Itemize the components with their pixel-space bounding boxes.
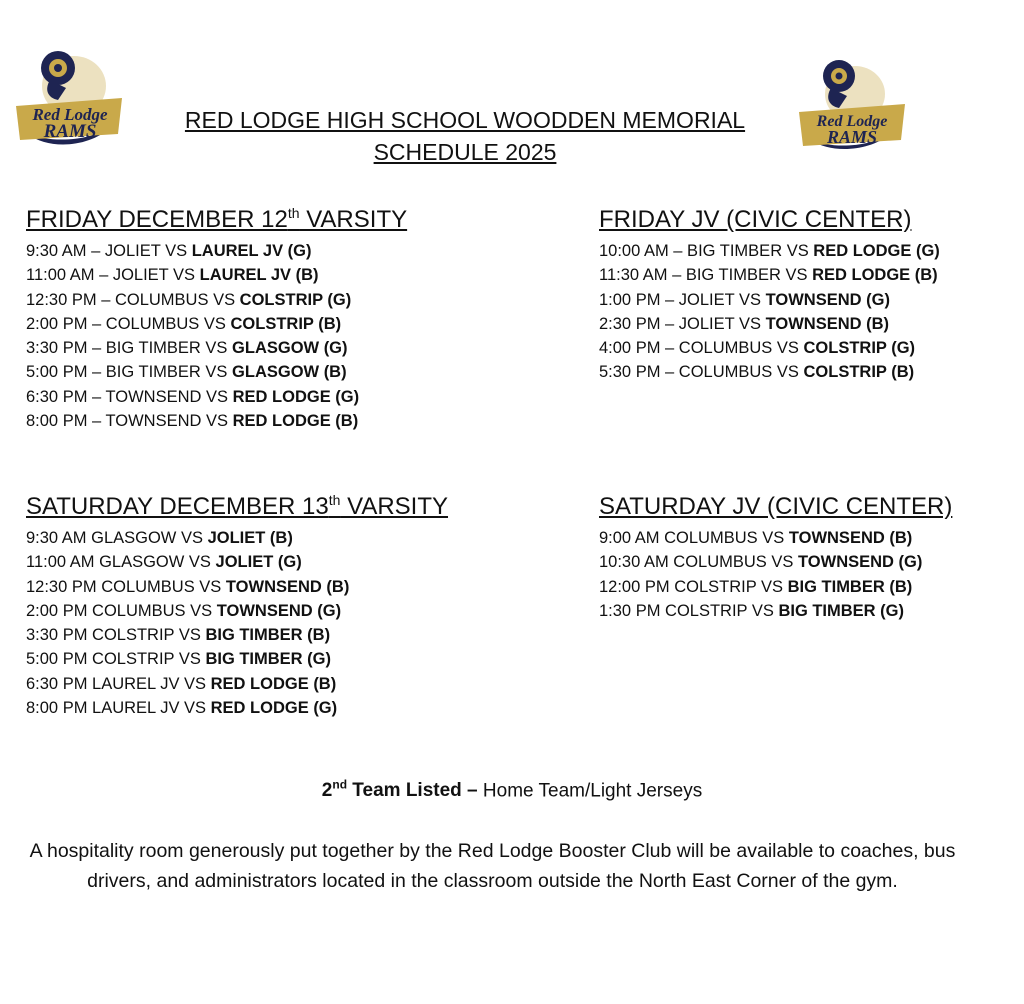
heading-text: FRIDAY JV (CIVIC CENTER)	[599, 206, 912, 233]
home-team: TOWNSEND (G)	[798, 553, 923, 572]
svg-text:RAMS: RAMS	[826, 127, 878, 147]
game-time-away-team: 12:30 PM – COLUMBUS VS	[26, 290, 240, 309]
game-time-away-team: 9:30 AM GLASGOW VS	[26, 529, 208, 547]
note-number: 2	[321, 780, 333, 802]
svg-text:RAMS: RAMS	[43, 121, 97, 142]
game-time-away-team: 11:00 AM – JOLIET VS	[26, 266, 200, 285]
game-time-away-team: 12:30 PM COLUMBUS VS	[26, 577, 226, 596]
game-row	[599, 550, 952, 574]
game-time-away-team: 5:00 PM – BIG TIMBER VS	[26, 363, 233, 382]
home-team: TOWNSEND (B)	[225, 577, 350, 596]
note-ordinal: nd	[332, 778, 348, 792]
heading-text: FRIDAY DECEMBER 12	[26, 206, 288, 233]
game-row	[26, 263, 407, 287]
home-team: LAUREL JV (B)	[199, 266, 319, 285]
game-row	[26, 409, 407, 433]
heading-suffix: VARSITY	[340, 493, 449, 520]
rams-logo-left	[12, 48, 132, 158]
game-time-away-team: 11:30 AM – BIG TIMBER VS	[599, 266, 813, 285]
note-bold: Team Listed –	[347, 780, 478, 802]
game-row	[599, 526, 952, 550]
game-row	[599, 336, 940, 360]
home-team: RED LODGE (G)	[210, 699, 338, 718]
game-row	[26, 288, 407, 312]
game-row	[599, 575, 952, 599]
home-team: RED LODGE (B)	[210, 674, 337, 693]
game-time-away-team: 9:00 AM COLUMBUS VS	[599, 529, 789, 547]
home-team: RED LODGE (G)	[813, 242, 940, 260]
game-row	[599, 312, 940, 336]
title-line-1: RED LODGE HIGH SCHOOL WOODDEN MEMORIAL	[184, 107, 746, 133]
section-friday-varsity	[26, 205, 407, 433]
game-row	[599, 288, 940, 312]
home-team: BIG TIMBER (G)	[205, 650, 332, 669]
game-time-away-team: 12:00 PM COLSTRIP VS	[599, 577, 788, 596]
section-heading	[599, 205, 940, 235]
home-team: RED LODGE (B)	[232, 412, 359, 431]
title-line-2: SCHEDULE 2025	[373, 139, 557, 165]
home-team: GLASGOW (G)	[232, 339, 348, 358]
game-time-away-team: 8:00 PM – TOWNSEND VS	[26, 412, 233, 431]
game-time-away-team: 3:30 PM COLSTRIP VS	[26, 626, 206, 645]
game-time-away-team: 3:30 PM – BIG TIMBER VS	[26, 339, 233, 358]
svg-text:Red Lodge: Red Lodge	[32, 105, 108, 124]
home-team: RED LODGE (B)	[812, 266, 938, 285]
home-team: COLSTRIP (G)	[239, 290, 352, 309]
game-time-away-team: 10:00 AM – BIG TIMBER VS	[599, 242, 814, 260]
home-team: RED LODGE (G)	[232, 387, 360, 406]
section-heading	[599, 492, 952, 522]
game-time-away-team: 5:00 PM COLSTRIP VS	[26, 650, 206, 669]
game-row	[26, 672, 448, 696]
home-team: BIG TIMBER (G)	[778, 601, 905, 620]
game-time-away-team: 11:00 AM GLASGOW VS	[26, 553, 216, 572]
svg-text:Red Lodge: Red Lodge	[816, 113, 888, 130]
game-row	[26, 312, 407, 336]
game-row	[26, 336, 407, 360]
game-row	[26, 599, 448, 623]
game-time-away-team: 6:30 PM – TOWNSEND VS	[26, 387, 233, 406]
page-title	[150, 104, 780, 168]
section-saturday-varsity	[26, 492, 448, 720]
game-row	[26, 360, 407, 384]
game-row	[599, 239, 940, 263]
heading-suffix: VARSITY	[299, 206, 408, 233]
game-row	[26, 526, 448, 550]
game-row	[26, 550, 448, 574]
game-row	[599, 599, 952, 623]
game-time-away-team: 2:00 PM – COLUMBUS VS	[26, 314, 231, 333]
game-time-away-team: 8:00 PM LAUREL JV VS	[26, 699, 211, 718]
game-row	[599, 263, 940, 287]
heading-text: SATURDAY JV (CIVIC CENTER)	[599, 493, 953, 520]
game-row	[26, 239, 407, 263]
game-row	[26, 647, 448, 671]
section-heading	[26, 205, 407, 235]
game-time-away-team: 10:30 AM COLUMBUS VS	[599, 553, 798, 572]
home-team-note	[0, 778, 1024, 802]
section-heading	[26, 492, 448, 522]
game-time-away-team: 4:00 PM – COLUMBUS VS	[599, 339, 804, 358]
home-team: COLSTRIP (G)	[803, 339, 916, 358]
home-team: COLSTRIP (B)	[230, 314, 342, 333]
game-time-away-team: 6:30 PM LAUREL JV VS	[26, 674, 211, 693]
home-team: JOLIET (B)	[207, 529, 293, 547]
home-team: TOWNSEND (G)	[216, 601, 342, 620]
home-team: BIG TIMBER (B)	[787, 577, 913, 596]
home-team: COLSTRIP (B)	[803, 363, 915, 382]
game-time-away-team: 2:00 PM COLUMBUS VS	[26, 601, 217, 620]
game-row	[26, 385, 407, 409]
game-time-away-team: 1:00 PM – JOLIET VS	[599, 290, 766, 309]
home-team: LAUREL JV (G)	[191, 242, 312, 260]
game-time-away-team: 9:30 AM – JOLIET VS	[26, 242, 192, 260]
heading-text: SATURDAY DECEMBER 13	[26, 493, 329, 520]
game-time-away-team: 2:30 PM – JOLIET VS	[599, 314, 766, 333]
game-row	[26, 575, 448, 599]
home-team: GLASGOW (B)	[232, 363, 347, 382]
home-team: BIG TIMBER (B)	[205, 626, 331, 645]
game-time-away-team: 1:30 PM COLSTRIP VS	[599, 601, 779, 620]
home-team: TOWNSEND (B)	[765, 314, 890, 333]
home-team: TOWNSEND (G)	[765, 290, 890, 309]
hospitality-paragraph: A hospitality room generously put together by the Red Lodge Booster Club will be available to coaches, bus drivers, and administrators located in the classroom outside the North East Corner of the gym.	[29, 840, 956, 892]
rams-logo-right	[793, 58, 913, 163]
home-team: TOWNSEND (B)	[788, 529, 913, 547]
game-time-away-team: 5:30 PM – COLUMBUS VS	[599, 363, 804, 382]
heading-ordinal: th	[328, 492, 341, 508]
home-team: JOLIET (G)	[215, 553, 302, 572]
note-rest: Home Team/Light Jerseys	[477, 780, 703, 802]
section-friday-jv	[599, 205, 940, 385]
game-row	[599, 360, 940, 384]
heading-ordinal: th	[287, 205, 300, 221]
game-row	[26, 623, 448, 647]
section-saturday-jv	[599, 492, 952, 623]
game-row	[26, 696, 448, 720]
